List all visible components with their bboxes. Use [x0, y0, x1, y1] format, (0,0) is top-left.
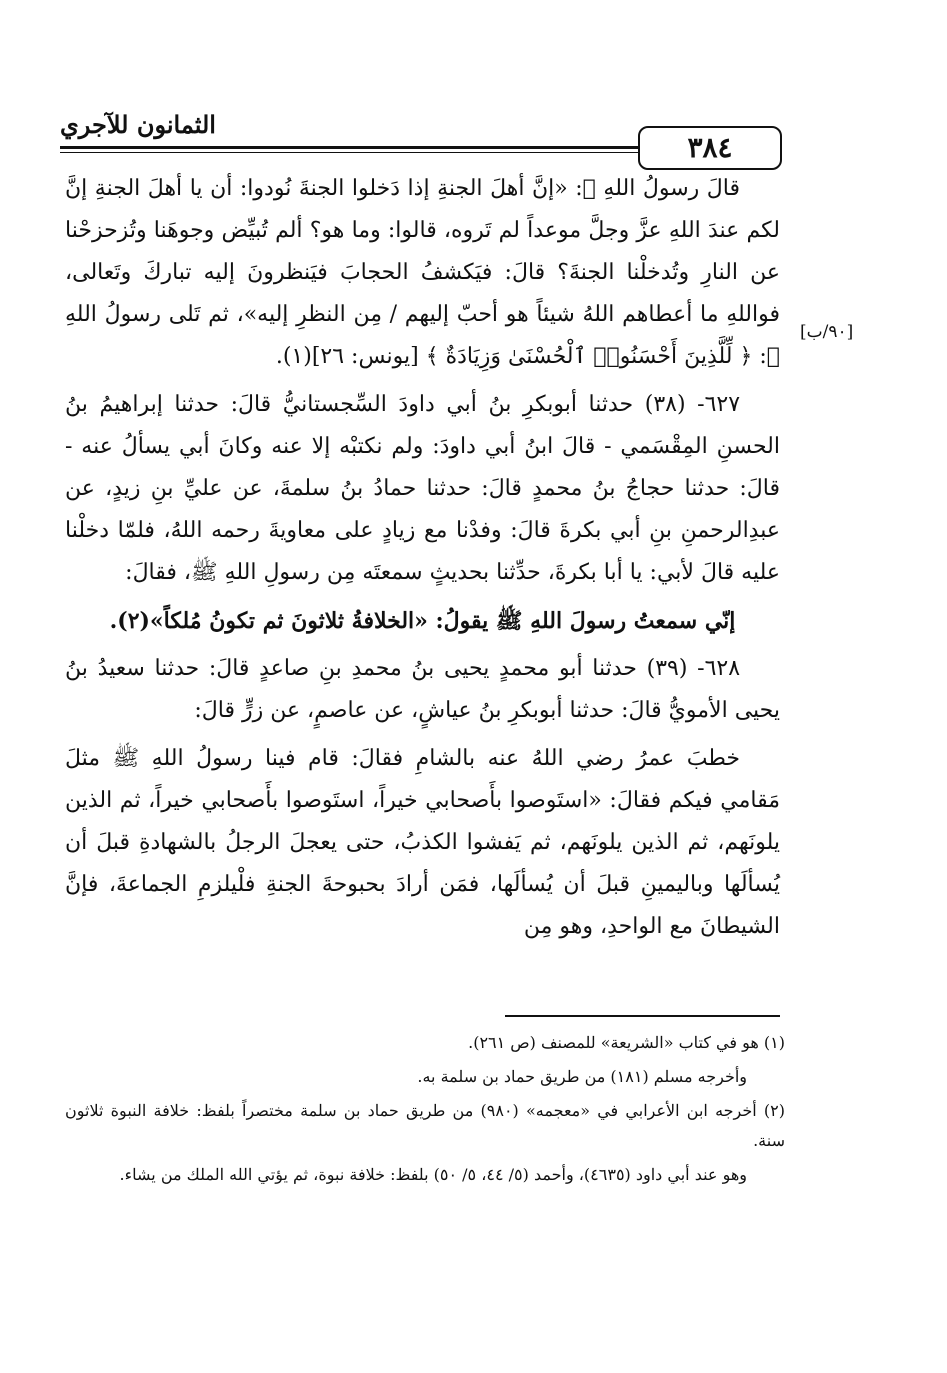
- paragraph-isnad-628: ٦٢٨- (٣٩) حدثنا أبو محمدٍ يحيى بنُ محمدِ بنِ صاعدٍ قالَ: حدثنا سعيدُ بنُ يحيى الأمويُّ قالَ: حدثنا أبوبكرِ بنُ عياشٍ، عن عاصمٍ، عن زرٍّ قالَ:: [65, 656, 780, 723]
- footnote-2: (٢) أخرجه ابن الأعرابي في «معجمه» (٩٨٠) من طريق حماد بن سلمة مختصراً بلفظ: خلافة النبوة ثلاثون سنة.: [65, 1101, 785, 1150]
- footnote-1: (١) هو في كتاب «الشريعة» للمصنف (ص ٢٦١).: [468, 1033, 785, 1052]
- margin-folio-note: [٩٠/ب]: [800, 322, 854, 342]
- footnote-1-continued: وأخرجه مسلم (١٨١) من طريق حماد بن سلمة به.: [417, 1067, 747, 1086]
- main-text: [65, 168, 780, 954]
- footnote-2-continued: وهو عند أبي داود (٤٦٣٥)، وأحمد (٥/ ٤٤، ٥/ ٥٠) بلفظ: خلافة نبوة، ثم يؤتي الله الملك من يشاء.: [119, 1165, 747, 1184]
- running-title: الثمانون للآجري: [60, 110, 216, 139]
- quote-caliphate: إنّي سمعتُ رسولَ اللهِ ﷺ يقولُ: «الخلافةُ ثلاثونَ ثم تكونُ مُلكاً»(٢).: [109, 608, 736, 634]
- page-number: ٣٨٤: [638, 126, 782, 170]
- page-header: [60, 108, 780, 164]
- footnotes: [65, 1028, 785, 1194]
- paragraph-hadith-vision: قالَ رسولُ اللهِ ﷺ: «إنَّ أهلَ الجنةِ إذا دَخلوا الجنةَ نُودوا: أن يا أهلَ الجنةِ إنَّ لكم عندَ اللهِ عزَّ وجلَّ موعداً لم تَروه، قالوا: وما هو؟ ألم تُبيِّض وجوهَنا وتُزحزحْنا عن النارِ وتُدخلْنا الجنةَ؟ قالَ: فيَكشفُ الحجابَ فيَنظرونَ إليه تباركَ وتَعالى، فواللهِ ما أعطاهم اللهُ شيئاً هو أحبّ إليهم / مِن النظرِ إليه»، ثم تَلى رسولُ اللهِ ﷺ: ﴿ لِّلَّذِينَ أَحْسَنُوا۟ ٱلْحُسْنَىٰ وَزِيَادَةٌ ﴾ [يونس: ٢٦](١).: [65, 176, 780, 369]
- paragraph-isnad-627: ٦٢٧- (٣٨) حدثنا أبوبكرِ بنُ أبي داودَ السِّجستانيُّ قالَ: حدثنا إبراهيمُ بنُ الحسنِ المِقْسَمي - قالَ ابنُ أبي داودَ: ولم نكتبْه إلا عنه وكانَ أبي يسألُ عنه - قالَ: حدثنا حجاجُ بنُ محمدٍ قالَ: حدثنا حمادُ بنُ سلمةَ، عن عليِّ بنِ زيدٍ، عن عبدِالرحمنِ بنِ أبي بكرةَ قالَ: وفدْنا مع زيادٍ على معاويةَ رحمه اللهُ، فلمّا دخلْنا عليه قالَ لأبي: يا أبا بكرةَ، حدِّثنا بحديثٍ سمعتَه مِن رسولِ اللهِ ﷺ، فقالَ:: [65, 392, 780, 585]
- paragraph-sermon-umar: خطبَ عمرُ رضي اللهُ عنه بالشامِ فقالَ: قام فينا رسولُ اللهِ ﷺ مثلَ مَقامي فيكم فقالَ: «استَوصوا بأَصحابي خيراً، استَوصوا بأَصحابي خيراً، ثم الذين يلونَهم، ثم الذين يلونَهم، ثم يَفشوا الكذبُ، حتى يعجلَ الرجلُ بالشهادةِ قبلَ أن يُسألَها وباليمينِ قبلَ أن يُسألَها، فمَن أرادَ بحبوحةَ الجنةِ فلْيلزمِ الجماعةَ، فإنَّ الشيطانَ مع الواحدِ، وهو مِن: [65, 746, 780, 939]
- footnote-divider: [505, 1015, 780, 1017]
